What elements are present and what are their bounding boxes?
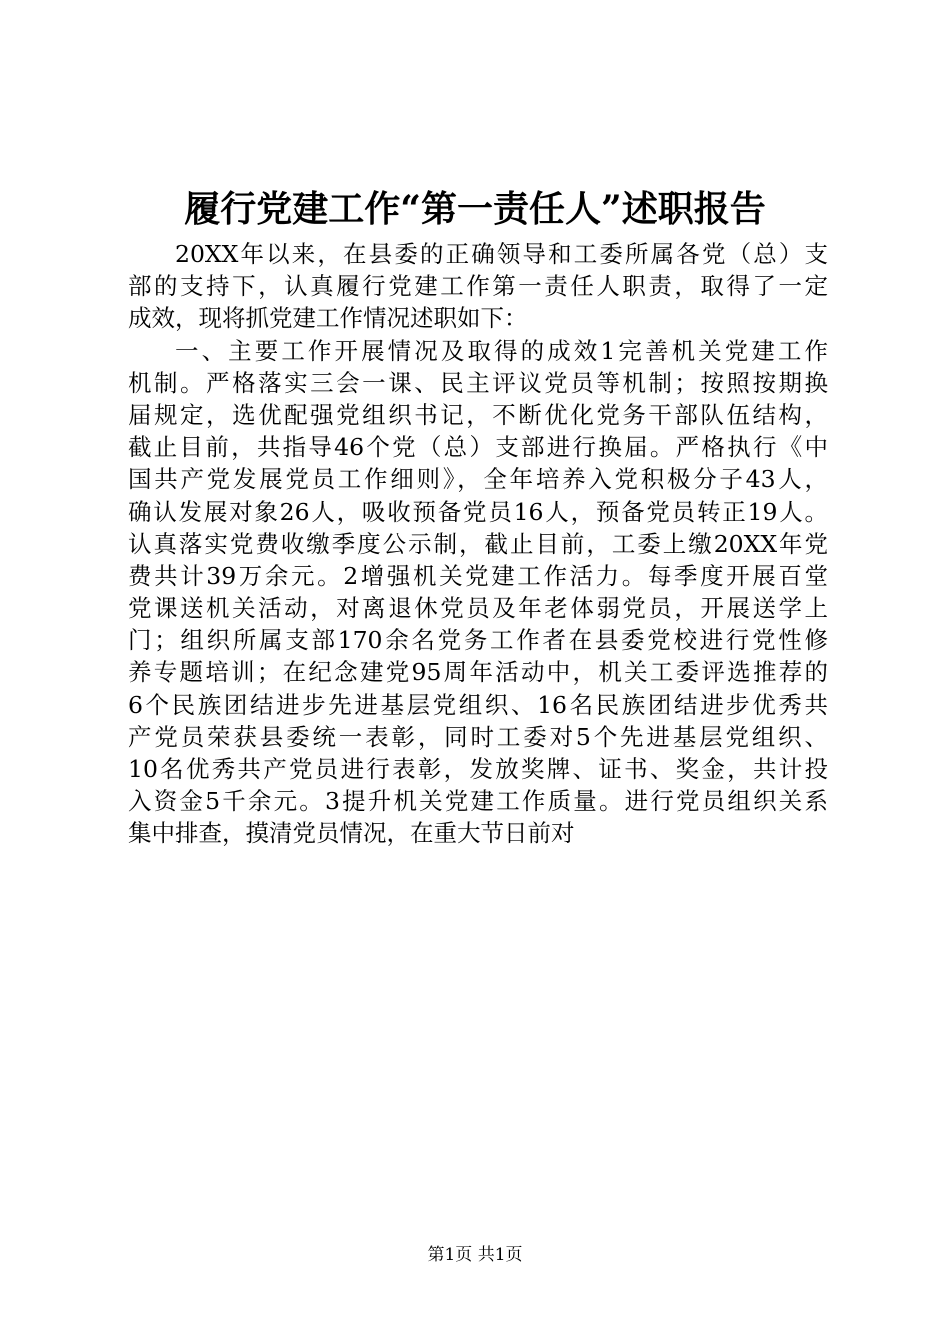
paragraph-2-line-13: 产党员荣获县委统一表彰，同时工委对5个先进基层党组织、: [128, 722, 828, 751]
paragraph-2-line-14: 10名优秀共产党员进行表彰，发放奖牌、证书、奖金，共计投: [128, 755, 828, 783]
paragraph-2-line-6: 确认发展对象26人，吸收预备党员16人，预备党员转正19人。: [128, 497, 828, 526]
paragraph-2-line-11: 养专题培训；在纪念建党95周年活动中，机关工委评选推荐的: [128, 658, 828, 687]
document-title: 履行党建工作“第一责任人”述职报告: [184, 188, 766, 230]
paragraph-1-line-3: 成效，现将抓党建工作情况述职如下：: [128, 304, 528, 333]
paragraph-1-line-2: 部的支持下，认真履行党建工作第一责任人职责，取得了一定: [128, 272, 828, 301]
paragraph-2-line-5: 国共产党发展党员工作细则》，全年培养入党积极分子43人，: [128, 465, 828, 494]
paragraph-2-line-2: 机制。严格落实三会一课、民主评议党员等机制；按照按期换: [128, 368, 828, 397]
paragraph-2-line-9: 党课送机关活动，对离退休党员及年老体弱党员，开展送学上: [128, 594, 828, 623]
paragraph-1-line-1: 20XX年以来，在县委的正确领导和工委所属各党（总）支: [175, 240, 828, 268]
document-body: [128, 238, 828, 850]
paragraph-2-line-10: 门；组织所属支部170余名党务工作者在县委党校进行党性修: [128, 626, 828, 655]
paragraph-2-line-4: 截止目前，共指导46个党（总）支部进行换届。严格执行《中: [128, 433, 828, 462]
paragraph-2-line-15: 入资金5千余元。3提升机关党建工作质量。进行党员组织关系: [128, 787, 828, 816]
paragraph-2-line-16: 集中排查，摸清党员情况，在重大节日前对: [128, 819, 575, 848]
paragraph-2-line-7: 认真落实党费收缴季度公示制，截止目前，工委上缴20XX年党: [128, 529, 828, 558]
paragraph-2-line-3: 届规定，选优配强党组织书记，不断优化党务干部队伍结构，: [128, 400, 828, 429]
page-footer: 第1页 共1页: [427, 1245, 523, 1265]
paragraph-2-line-12: 6个民族团结进步先进基层党组织、16名民族团结进步优秀共: [128, 690, 828, 719]
paragraph-2-line-8: 费共计39万余元。2增强机关党建工作活力。每季度开展百堂: [128, 561, 828, 590]
paragraph-2-line-1: 一、主要工作开展情况及取得的成效1完善机关党建工作: [175, 336, 828, 365]
